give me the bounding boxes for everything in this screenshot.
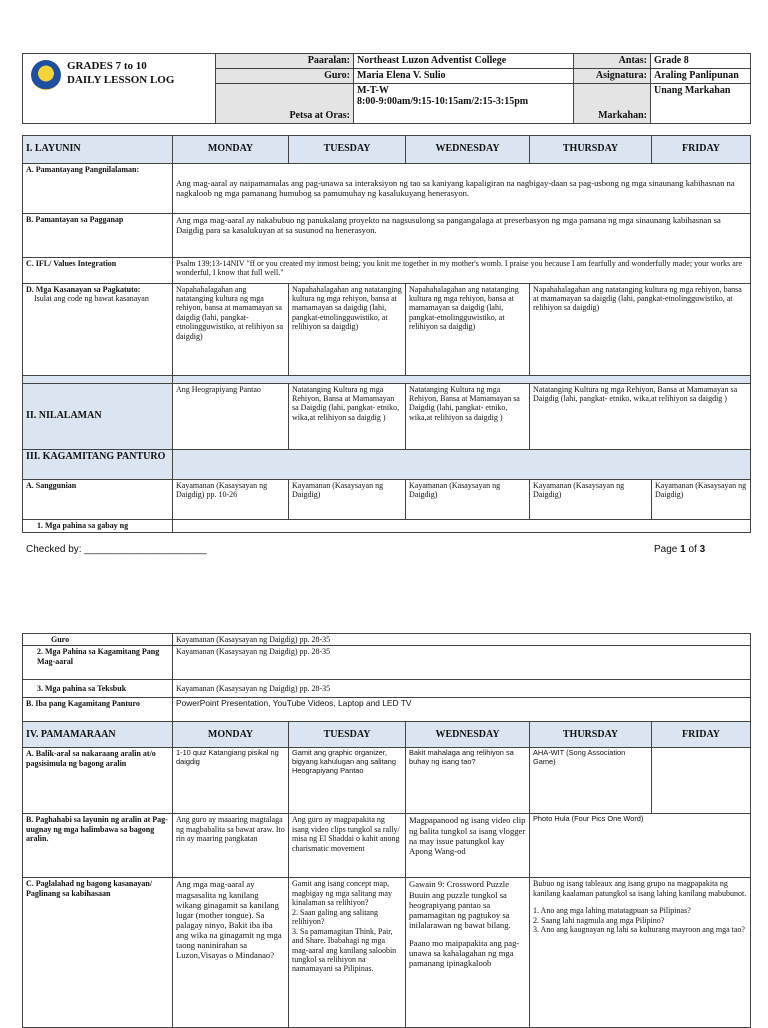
teacher-value: Maria Elena V. Sulio xyxy=(354,68,574,83)
sanggunian-thursday: Kayamanan (Kasaysayan ng Daigdig) xyxy=(530,479,652,519)
date-label: Petsa at Oras: xyxy=(216,83,354,123)
iba-pang-kagamitan-text: PowerPoint Presentation, YouTube Videos, Laptop and LED TV xyxy=(173,698,751,722)
page-number xyxy=(654,544,705,555)
layunin-heading: I. LAYUNIN xyxy=(23,135,173,163)
subject-label: Asignatura: xyxy=(574,68,651,83)
balik-aral-tuesday: Gamit ang graphic organizer, bigyang kahulugan ang salitang Heograpiyang Pantao xyxy=(289,748,406,814)
kasanayan-wednesday: Napahahalagahan ang natatanging kultura ng mga rehiyon, bansa at mamamayan sa daigdig (lahi, pangkat-etnolingguwistiko, at relihiyon sa daigdig) xyxy=(406,283,530,375)
paghahabi-label: B. Paghahabi sa layunin ng aralin at Pag-uugnay ng mga halimbawa sa bagong aralin. xyxy=(23,814,173,878)
sanggunian-friday: Kayamanan (Kasaysayan ng Daigdig) xyxy=(652,479,751,519)
day-wednesday: WEDNESDAY xyxy=(406,135,530,163)
teksbuk-label: 3. Mga pahina sa Teksbuk xyxy=(23,680,173,698)
pamantayang-pangnilalaman-text: Ang mag-aaral ay naipamamalas ang pag-unawa sa interaksiyon ng tao sa kaniyang kapaligiran na nagbigay-daan sa pag-usbong ng mga sinaunang kabihasnan na nagkaloob ng mga pamanang humubog sa pamumuhay ng kasalukuyang henerasyon. xyxy=(173,163,751,213)
iba-pang-kagamitan-label: B. Iba pang Kagamitang Panturo xyxy=(23,698,173,722)
lesson-table-2 xyxy=(22,633,751,1028)
pamantayang-pangnilalaman-label: A. Pamantayang Pangnilalaman: xyxy=(23,163,173,213)
school-value: Northeast Luzon Adventist College xyxy=(354,54,574,69)
nilalaman-thursday: Natatanging Kultura ng mga Rehiyon, Bansa at Mamamayan sa Daigdig (lahi, pangkat- etniko, wika,at relihiyon sa daigdig ) xyxy=(530,383,751,449)
paglalahad-tuesday-1: Gamit ang isang concept map, magbigay ng mga salitang may kinalaman sa relihiyon? xyxy=(292,879,392,908)
day-friday-2: FRIDAY xyxy=(652,722,751,748)
paghahabi-monday: Ang guro ay maaaring magtalaga ng magbabalita sa bawat araw. Ito rin ay maaring pangkatan xyxy=(173,814,289,878)
paglalahad-tuesday-3: 3. Sa pamamagitan Think, Pair, and Share. Ibabahagi ng mga mag-aaral ang kanilang saloobin tungkol sa relihiyon na namamayani sa Pilipinas. xyxy=(292,926,397,974)
nilalaman-tuesday: Natatanging Kultura ng mga Rehiyon, Bansa at Mamamayan sa Daigdig (lahi, pangkat- etniko, wika,at relihiyon sa daigdig ) xyxy=(289,383,406,449)
page-1-footer xyxy=(26,544,746,555)
kasanayan-tuesday: Napahahalagahan ang natatanging kultura ng mga rehiyon, bansa at mamamayan sa daigdig (lahi, pangkat-etnolingguwistiko, at relihiyon sa daigdig) xyxy=(289,283,406,375)
day-thursday-2: THURSDAY xyxy=(530,722,652,748)
balik-aral-monday: 1-10 quiz Katangiang pisikal ng daigdig xyxy=(173,748,289,814)
balik-aral-friday xyxy=(652,748,751,814)
quarter-label: Markahan: xyxy=(574,83,651,123)
lesson-table-1 xyxy=(22,135,751,533)
log-title xyxy=(67,60,174,88)
day-tuesday-2: TUESDAY xyxy=(289,722,406,748)
paglalahad-thursday-3: 2. Saang lahi nagmula ang mga Pilipino? xyxy=(533,915,665,925)
sanggunian-label: A. Sanggunian xyxy=(23,479,173,519)
pamantayan-sa-pagganap-label: B. Pamantayan sa Pagganap xyxy=(23,213,173,257)
paglalahad-tuesday xyxy=(289,878,406,1028)
day-tuesday: TUESDAY xyxy=(289,135,406,163)
sanggunian-tuesday: Kayamanan (Kasaysayan ng Daigdig) xyxy=(289,479,406,519)
grades-title: GRADES 7 to 10 xyxy=(67,60,147,72)
teksbuk-text: Kayamanan (Kasaysayan ng Daigdig) pp. 28-35 xyxy=(173,680,751,698)
kasanayan-title: D. Mga Kasanayan sa Pagkatuto: xyxy=(26,284,141,294)
nilalaman-wednesday: Natatanging Kultura ng mga Rehiyon, Bansa at Mamamayan sa Daigdig (lahi, pangkat- etniko, wika,at relihiyon sa daigdig ) xyxy=(406,383,530,449)
level-label: Antas: xyxy=(574,54,651,69)
day-wednesday-2: WEDNESDAY xyxy=(406,722,530,748)
paglalahad-thursday-2: 1. Ano ang mga lahing matatagpuan sa Pilipinas? xyxy=(533,906,691,916)
date-value xyxy=(354,83,574,123)
balik-aral-thursday: AHA-WIT (Song Association Game) xyxy=(530,748,652,814)
kagamitan-row xyxy=(173,449,751,479)
paglalahad-wednesday-2: Buuin ang puzzle tungkol sa heograpiyang pantao sa pamamagitan ng pagtukoy sa inilalarawan ng bawat bilang. xyxy=(409,889,511,930)
lesson-log-page-1 xyxy=(22,53,750,533)
header-table xyxy=(22,53,751,124)
sanggunian-monday: Kayamanan (Kasaysayan ng Daigdig) pp. 10-26 xyxy=(173,479,289,519)
daily-lesson-log-title: DAILY LESSON LOG xyxy=(67,73,175,86)
page-current: 1 xyxy=(680,544,686,555)
day-monday: MONDAY xyxy=(173,135,289,163)
kagamitang-mag-aaral-text: Kayamanan (Kasaysayan ng Daigdig) pp. 28-35 xyxy=(173,646,751,680)
balik-aral-wednesday: Bakit mahalaga ang relihiyon sa buhay ng isang tao? xyxy=(406,748,530,814)
paglalahad-monday: Ang mga mag-aaral ay magsasalita ng kanilang wikang ginagamit sa kanilang lugar (mother tongue). Sa palagay ninyo, Bakit iba iba ang wika na ginagamit ng mga taong naninirahan sa Luzon,Visayas o Mindanao? xyxy=(173,878,289,1028)
nilalaman-heading: II. NILALAMAN xyxy=(23,383,173,449)
day-monday-2: MONDAY xyxy=(173,722,289,748)
page-word: Page xyxy=(654,544,681,555)
paglalahad-label: C. Paglalahad ng bagong kasanayan/ Paglinang sa kabihasaan xyxy=(23,878,173,1028)
page-total: 3 xyxy=(699,544,706,555)
kagamitan-heading: III. KAGAMITANG PANTURO xyxy=(23,449,173,479)
paglalahad-thursday xyxy=(530,878,751,1028)
pamamaraan-heading: IV. PAMAMARAAN xyxy=(23,722,173,748)
balik-aral-label: A. Balik-aral sa nakaraang aralin at/o pagsisimula ng bagong aralin xyxy=(23,748,173,814)
guro-text: Kayamanan (Kasaysayan ng Daigdig) pp. 28-35 xyxy=(173,634,751,646)
spacer-row xyxy=(173,375,751,383)
guro-label: Guro xyxy=(23,634,173,646)
day-friday: FRIDAY xyxy=(652,135,751,163)
paglalahad-tuesday-2: 2. Saan galing ang salitang relihiyon? xyxy=(292,907,378,927)
paglalahad-wednesday-3: Paano mo maipapakita ang pag-unawa sa kahalagahan ng mga pamanang ipinagkaloob xyxy=(409,938,520,969)
kagamitang-mag-aaral-label: 2. Mga Pahina sa Kagamitang Pang Mag-aaral xyxy=(23,646,173,680)
paglalahad-wednesday xyxy=(406,878,530,1028)
school-logo-cell xyxy=(23,54,216,124)
teacher-label: Guro: xyxy=(216,68,354,83)
paglalahad-thursday-4: 3. Ano ang kaugnayan ng lahi sa kulturang mayroon ang mga tao? xyxy=(533,925,745,935)
days-value: M-T-W xyxy=(357,84,389,96)
values-integration-label: C. IFL/ Values Integration xyxy=(23,257,173,283)
sanggunian-wednesday: Kayamanan (Kasaysayan ng Daigdig) xyxy=(406,479,530,519)
kasanayan-label xyxy=(23,283,173,375)
pamantayan-sa-pagganap-text: Ang mga mag-aaral ay nakabubuo ng panukalang proyekto na nagsusulong sa pangangalaga at preserbasyon ng mga pamana ng mga sinaunang kabihasnan sa Daigdig para sa kasalukuyan at sa susunod na henerasyon. xyxy=(173,213,751,257)
kasanayan-monday: Napahahalagahan ang natatanging kultura ng mga rehiyon, bansa at mamamayan sa daigdig (lahi, pangkat-etnolingguwistiko, at relihiyon sa daigdig) xyxy=(173,283,289,375)
paghahabi-wednesday: Magpapanood ng isang video clip ng balita tungkol sa isang vlogger na may issue patungkol kay Apong Wang-od xyxy=(406,814,530,878)
paghahabi-thursday: Photo Hula (Four Pics One Word) xyxy=(530,814,751,878)
gabay-row xyxy=(173,519,751,532)
gabay-label: 1. Mga pahina sa gabay ng xyxy=(23,519,173,532)
values-integration-text: Psalm 139:13-14NIV "ff or you created my inmost being; you knit me together in my mother's womb. I praise you because I am fearfully and wonderfully made; your works are wonderful, I know that full well." xyxy=(173,257,751,283)
spacer-label xyxy=(23,375,173,383)
quarter-value: Unang Markahan xyxy=(651,83,751,123)
kasanayan-subtitle: Isulat ang code ng bawat kasanayan xyxy=(34,294,149,304)
page-of-word: of xyxy=(685,544,700,555)
time-value: 8:00-9:00am/9:15-10:15am/2:15-3:15pm xyxy=(357,96,529,108)
paglalahad-wednesday-1: Gawain 9: Crossword Puzzle xyxy=(409,879,510,890)
checked-by: Checked by: ______________________ xyxy=(26,544,207,555)
paghahabi-tuesday: Ang guro ay magpapakita ng isang video clips tungkol sa rally/ misa ng El Shaddai o kahit anong charismatic movement xyxy=(289,814,406,878)
school-seal-icon xyxy=(31,60,61,90)
subject-value: Araling Panlipunan xyxy=(651,68,751,83)
paglalahad-thursday-1: Bubuo ng isang tableaux ang isang grupo na magpapakita ng kanilang kaalaman patungkol sa isang lahing kanilang mabubunot. xyxy=(533,879,747,898)
school-label: Paaralan: xyxy=(216,54,354,69)
day-thursday: THURSDAY xyxy=(530,135,652,163)
lesson-log-page-2 xyxy=(22,633,750,1028)
level-value: Grade 8 xyxy=(651,54,751,69)
nilalaman-monday: Ang Heograpiyang Pantao xyxy=(173,383,289,449)
kasanayan-thursday: Napahahalagahan ang natatanging kultura ng mga rehiyon, bansa at mamamayan sa daigdig (lahi, pangkat-etnolingguwistiko, at relihiyon sa daigdig) xyxy=(530,283,751,375)
